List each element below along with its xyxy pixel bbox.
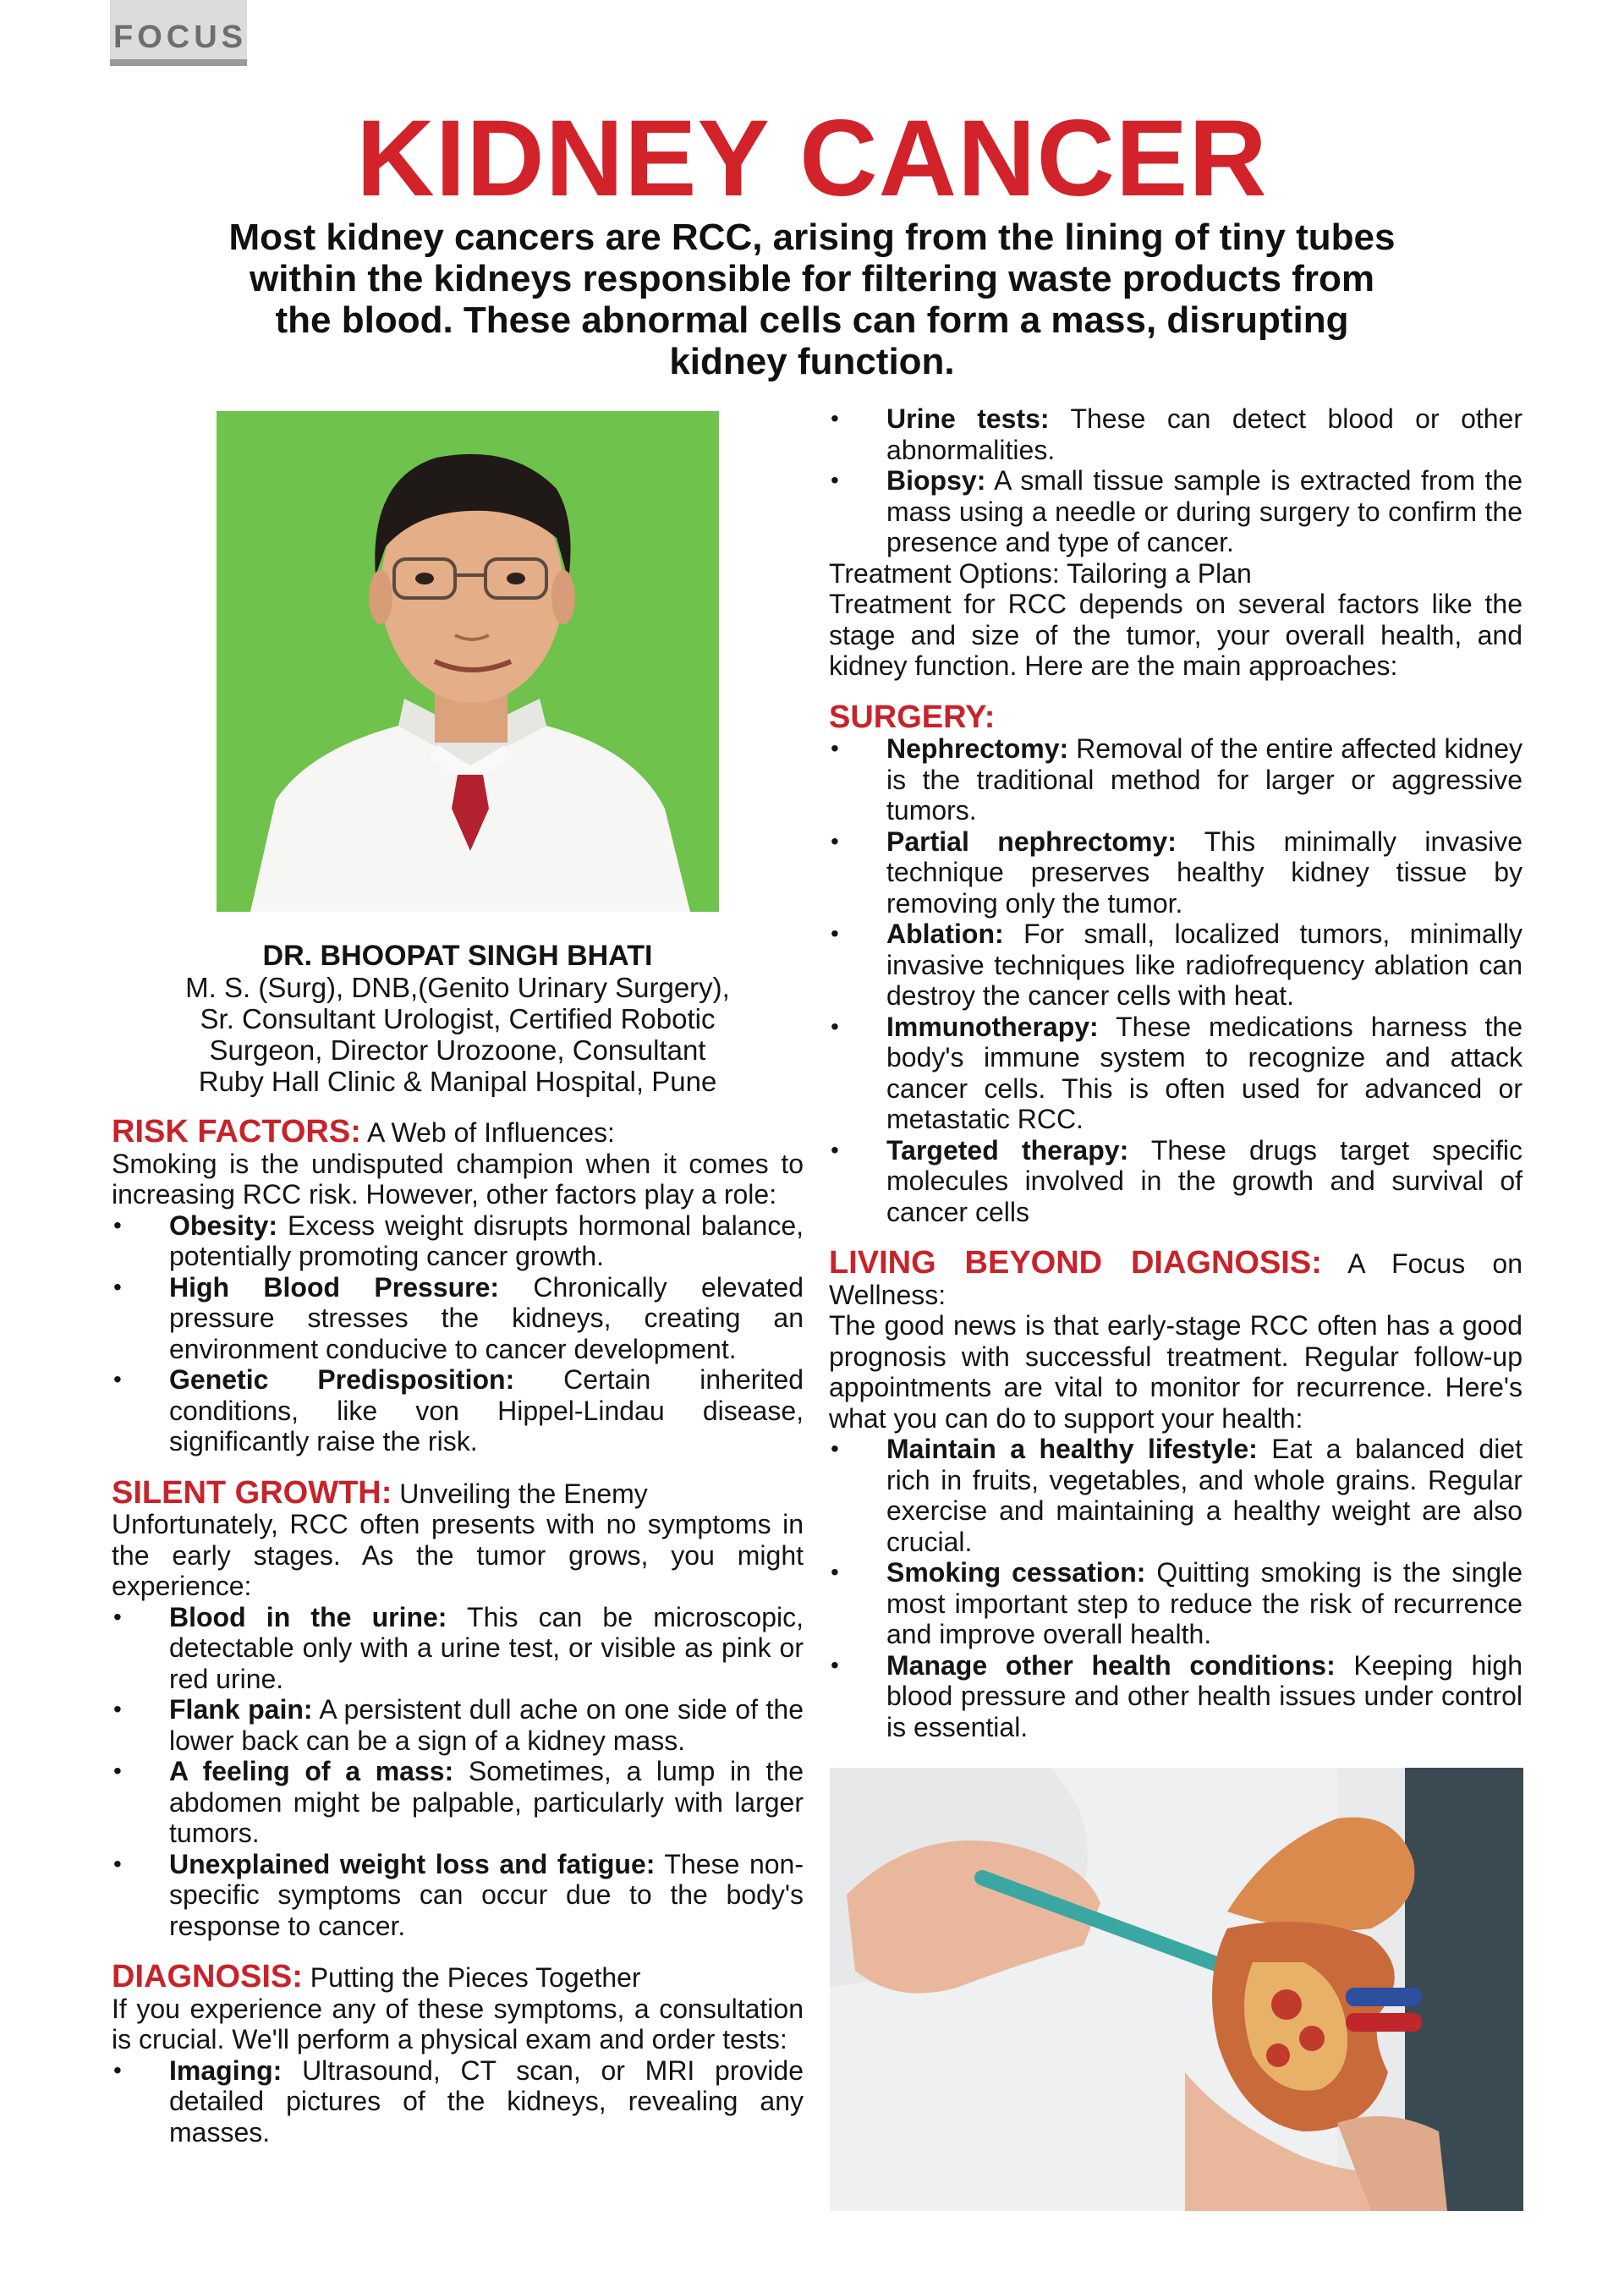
section-tag [110, 0, 247, 66]
list-item: • A feeling of a mass: Sometimes, a lump in the abdomen might be palpable, particularly with larger tumors. [112, 1756, 804, 1849]
doctor-caption [112, 941, 804, 1097]
section-subheading: A Web of Influences: [360, 1117, 615, 1148]
treatment-title: Treatment Options: Tailoring a Plan [829, 557, 1252, 589]
left-column [112, 1116, 804, 2148]
page-subtitle: Most kidney cancers are RCC, arising from the lining of tiny tubes within the kidneys responsible for filtering waste products from the blood. These abnormal cells can form a mass, disrupting kidney function. [228, 217, 1396, 382]
section-heading: SILENT GROWTH: [112, 1474, 392, 1511]
list-item: • Immunotherapy: These medications harness the body's immune system to recognize and attack cancer cells. This is often used for advanced or metastatic RCC. [829, 1012, 1522, 1135]
list-item: • Maintain a healthy lifestyle: Eat a balanced diet rich in fruits, vegetables, and whole grains. Regular exercise and maintaining a healthy weight are also crucial. [829, 1434, 1522, 1557]
list-item: • Genetic Predisposition: Certain inherited conditions, like von Hippel-Lindau disease, significantly raise the risk. [112, 1364, 804, 1457]
section-tag-label: FOCUS [113, 19, 247, 55]
list-item: • Blood in the urine: This can be microscopic, detectable only with a urine test, or visible as pink or red urine. [112, 1602, 804, 1695]
list-item: • High Blood Pressure: Chronically elevated pressure stresses the kidneys, creating an environment conducive to cancer development. [112, 1272, 804, 1365]
list-item: • Urine tests: These can detect blood or other abnormalities. [829, 403, 1522, 465]
doctor-credentials-line: Surgeon, Director Urozoone, Consultant [209, 1034, 706, 1066]
list-item: • Imaging: Ultrasound, CT scan, or MRI provide detailed pictures of the kidneys, revealing any masses. [112, 2055, 804, 2148]
list-item: • Nephrectomy: Removal of the entire affected kidney is the traditional method for larger or aggressive tumors. [829, 733, 1522, 826]
list-item: • Manage other health conditions: Keeping high blood pressure and other health issues under control is essential. [829, 1650, 1522, 1743]
surgery-section [829, 699, 1523, 1228]
doctor-photo [217, 411, 719, 912]
silent-growth-section [112, 1474, 804, 1942]
section-subheading: A Focus on Wellness: [829, 1248, 1522, 1310]
section-intro: Unfortunately, RCC often presents with no symptoms in the early stages. As the tumor grows, you might experience: [112, 1509, 804, 1601]
section-heading: SURGERY: [829, 699, 996, 735]
list-item: • Ablation: For small, localized tumors, minimally invasive techniques like radiofrequency ablation can destroy the cancer cells with heat. [829, 919, 1522, 1012]
section-heading: RISK FACTORS: [112, 1114, 361, 1149]
living-section [829, 1245, 1523, 1742]
risk-factors-section [112, 1116, 804, 1457]
doctor-credentials-line: Sr. Consultant Urologist, Certified Robotic [200, 1003, 716, 1034]
treatment-text: Treatment for RCC depends on several factors like the stage and size of the tumor, your overall health, and kidney function. Here are the main approaches: [829, 589, 1522, 681]
right-column [829, 403, 1522, 1742]
section-heading: LIVING BEYOND DIAGNOSIS: [829, 1245, 1322, 1281]
list-item: • Flank pain: A persistent dull ache on one side of the lower back can be a sign of a kidney mass. [112, 1694, 804, 1756]
section-subheading: Unveiling the Enemy [392, 1478, 648, 1509]
diagnosis-section [112, 1961, 804, 2148]
page-title: KIDNEY CANCER [356, 98, 1268, 219]
tests-section [829, 403, 1522, 682]
section-subheading: Putting the Pieces Together [302, 1962, 641, 1993]
kidney-model-photo [830, 1768, 1523, 2211]
list-item: • Smoking cessation: Quitting smoking is the single most important step to reduce the risk of recurrence and improve overall health. [829, 1557, 1522, 1650]
section-intro: If you experience any of these symptoms, a consultation is crucial. We'll perform a physical exam and order tests: [112, 1993, 804, 2054]
list-item: • Partial nephrectomy: This minimally invasive technique preserves healthy kidney tissue by removing only the tumor. [829, 826, 1522, 919]
doctor-name: DR. BHOOPAT SINGH BHATI [262, 940, 653, 972]
list-item: • Obesity: Excess weight disrupts hormonal balance, potentially promoting cancer growth. [112, 1210, 804, 1272]
section-intro: The good news is that early-stage RCC often has a good prognosis with successful treatment. Regular follow-up appointments are vital to monitor for recurrence. Here's what you can do to support your health: [829, 1310, 1522, 1434]
list-item: • Targeted therapy: These drugs target specific molecules involved in the growth and survival of cancer cells [829, 1135, 1522, 1228]
section-heading: DIAGNOSIS: [112, 1959, 303, 1994]
list-item: • Unexplained weight loss and fatigue: These non-specific symptoms can occur due to the body's response to cancer. [112, 1849, 804, 1942]
list-item: • Biopsy: A small tissue sample is extracted from the mass using a needle or during surgery to confirm the presence and type of cancer. [829, 465, 1522, 558]
doctor-credentials-line: Ruby Hall Clinic & Manipal Hospital, Pune [198, 1066, 717, 1097]
doctor-credentials-line: M. S. (Surg), DNB,(Genito Urinary Surgery), [185, 972, 730, 1003]
section-intro: Smoking is the undisputed champion when it comes to increasing RCC risk. However, other factors play a role: [112, 1148, 804, 1210]
